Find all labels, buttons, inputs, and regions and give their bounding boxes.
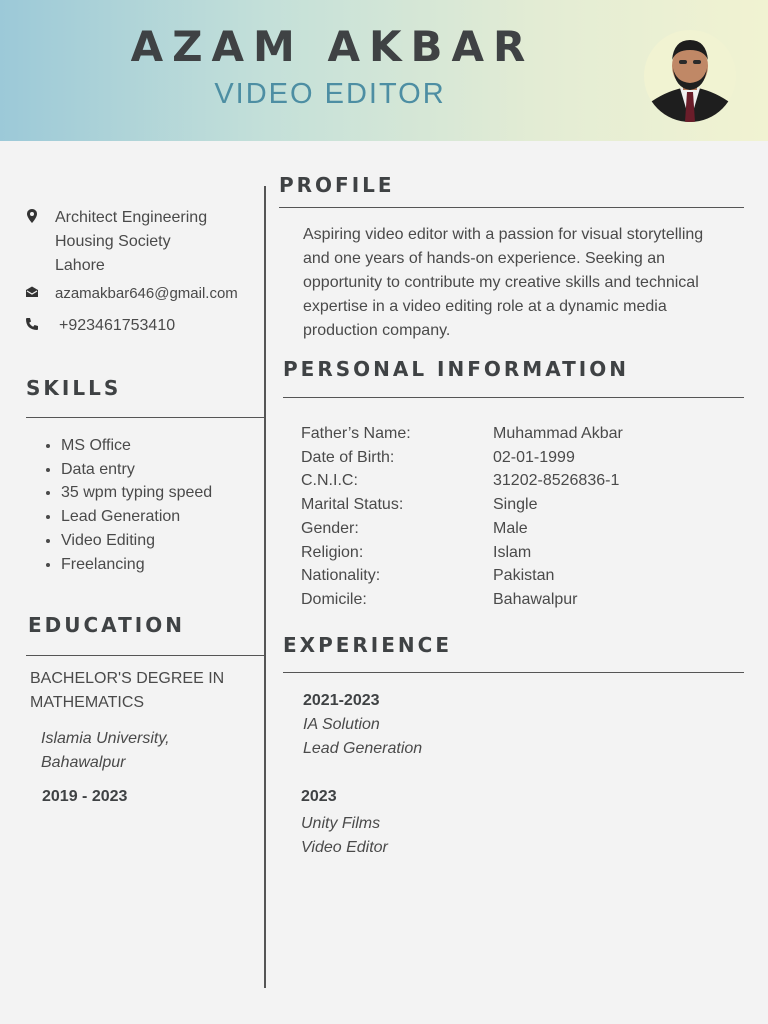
education-rule: [26, 655, 264, 656]
personal-info-row: [301, 493, 623, 517]
personal-info-row: [301, 541, 623, 565]
phone-icon: [24, 316, 40, 332]
info-value: 02-01-1999: [493, 448, 575, 466]
skill-item: • 35 wpm typing speed: [61, 481, 212, 505]
email-text[interactable]: azamakbar646@gmail.com: [55, 285, 238, 302]
contact-email: [24, 282, 238, 306]
info-label: Father’s Name:: [301, 425, 411, 442]
info-value: Bahawalpur: [493, 590, 578, 608]
location-pin-icon: [24, 208, 40, 224]
skills-list: [30, 434, 212, 576]
column-divider: [264, 186, 266, 988]
info-value: Muhammad Akbar: [493, 425, 623, 442]
personal-info-row: [301, 517, 623, 541]
experience-role: Lead Generation: [303, 740, 423, 757]
personal-info-row: [301, 446, 623, 470]
experience-item: [303, 689, 422, 761]
education-degree: BACHELOR'S DEGREE IN MATHEMATICS: [30, 670, 225, 711]
contact-address: [24, 206, 207, 278]
address-text: [55, 206, 207, 278]
personal-info-table: [301, 422, 623, 612]
profile-heading: PROFILE: [279, 173, 395, 197]
personal-info-row: [301, 469, 623, 493]
avatar: [644, 30, 736, 122]
info-value: Male: [493, 519, 528, 537]
info-label: Marital Status:: [301, 496, 404, 514]
experience-heading: EXPERIENCE: [283, 633, 452, 657]
header-banner: [0, 0, 768, 141]
education-heading: EDUCATION: [28, 613, 185, 637]
personal-info-heading: PERSONAL INFORMATION: [283, 357, 629, 381]
job-title: VIDEO EDITOR: [214, 78, 446, 110]
experience-company: IA Solution: [303, 716, 380, 733]
experience-years: 2023: [301, 788, 337, 805]
info-value: Islam: [493, 543, 532, 561]
education-school: Islamia University, Bahawalpur: [41, 730, 170, 771]
info-label: Religion:: [301, 543, 364, 561]
envelope-icon: [24, 284, 40, 300]
skill-item: • MS Office: [61, 434, 212, 458]
experience-years: 2021-2023: [303, 692, 380, 709]
info-label: Nationality:: [301, 567, 381, 585]
experience-company: Unity Films: [301, 815, 381, 832]
skill-item: • Data entry: [61, 458, 212, 482]
phone-text[interactable]: +923461753410: [59, 317, 176, 334]
info-value: Single: [493, 496, 538, 514]
info-label: Date of Birth:: [301, 448, 395, 466]
info-label: Gender:: [301, 519, 359, 537]
contact-phone: [24, 314, 175, 338]
experience-item: [301, 785, 388, 860]
candidate-name: AZAM AKBAR: [130, 22, 535, 71]
skill-item: • Video Editing: [61, 529, 212, 553]
info-label: Domicile:: [301, 590, 367, 608]
skills-heading: SKILLS: [26, 376, 122, 400]
personal-info-row: [301, 564, 623, 588]
education-years: 2019 - 2023: [42, 788, 128, 805]
info-value: Pakistan: [493, 567, 555, 585]
profile-summary: Aspiring video editor with a passion for visual storytelling and one years of hands-on experience. Seeking an opportunity to contribute my creative skills and technical expertise in a video editing role at a dynamic media production company.: [303, 226, 704, 339]
skill-item: • Freelancing: [61, 553, 212, 577]
personal-info-row: [301, 422, 623, 446]
address-line: Architect Engineering: [55, 209, 208, 226]
skills-rule: [26, 417, 264, 418]
profile-rule: [279, 207, 744, 208]
info-label: C.N.I.C:: [301, 472, 358, 490]
experience-rule: [283, 672, 744, 673]
experience-role: Video Editor: [301, 839, 388, 856]
personal-info-row: [301, 588, 623, 612]
info-value: 31202-8526836-1: [493, 472, 620, 490]
address-line: Lahore: [55, 257, 105, 274]
skill-item: • Lead Generation: [61, 505, 212, 529]
personal-info-rule: [283, 397, 744, 398]
address-line: Housing Society: [55, 233, 171, 250]
